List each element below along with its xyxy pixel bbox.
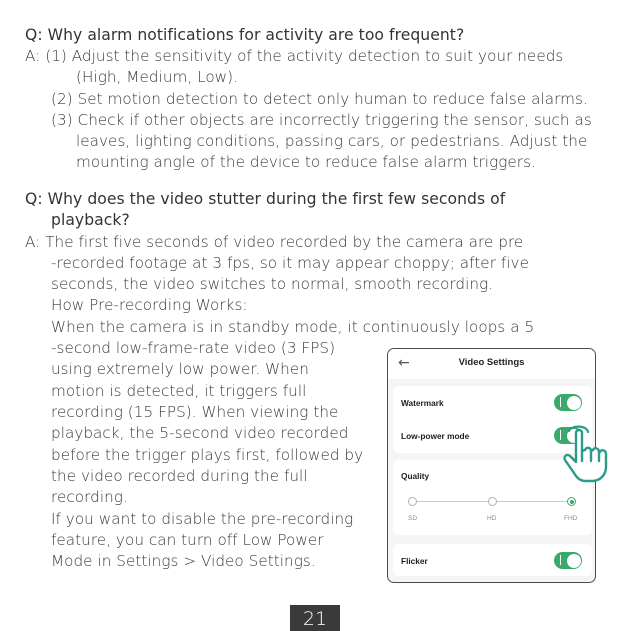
faq2-answer-line: seconds, the video switches to normal, smooth recording. [51,275,494,293]
low-power-label: Low-power mode [401,431,470,441]
faq1-answer-line: (3) Check if other objects are incorrectly triggering the sensor, such as [51,111,592,129]
flicker-toggle[interactable] [554,552,582,569]
flicker-label: Flicker [401,556,428,566]
faq2-answer-line: -second low-frame-rate video (3 FPS) [51,339,336,357]
faq2-answer-line: feature, you can turn off Low Power [51,531,324,549]
faq2-answer-line: When the camera is in standby mode, it continuously loops a 5 [51,318,535,336]
faq2-answer-line: -recorded footage at 3 fps, so it may appear choppy; after five [51,254,529,272]
faq2-question: Q: Why does the video stutter during the first few seconds of [25,190,506,208]
faq2-answer-line: recording. [51,488,128,506]
settings-header [388,349,595,379]
faq1-answer-line: leaves, lighting conditions, passing cars, or pedestrians. Adjust the [76,132,588,150]
quality-label-sd: SD [408,515,418,522]
page-number-box [290,605,340,631]
quality-label-hd: HD [487,515,497,522]
page-number: 21 [302,608,328,630]
faq1-answer-line: mounting angle of the device to reduce false alarm triggers. [76,153,536,171]
quality-label-fhd: FHD [564,515,578,522]
faq2-answer-line: If you want to disable the pre-recording [51,510,354,528]
faq2-question: playback? [51,211,130,229]
faq2-answer-line: recording (15 FPS). When viewing the [51,403,339,421]
settings-group-flicker [393,544,592,576]
quality-label: Quality [401,471,430,481]
faq2-answer-line: before the trigger plays first, followed by [51,446,364,464]
faq1-question: Q: Why alarm notifications for activity are too frequent? [25,26,465,44]
faq2-answer-line: motion is detected, it triggers full [51,382,307,400]
faq1-answer-line: (High, Medium, Low). [76,68,239,86]
faq2-answer-line: playback, the 5-second video recorded [51,424,349,442]
watermark-label: Watermark [401,398,444,408]
faq2-answer-line: the video recorded during the full [51,467,308,485]
watermark-toggle[interactable] [554,394,582,411]
settings-title: Video Settings [458,357,525,368]
faq2-answer-line: A: The first five seconds of video recorded by the camera are pre [25,233,524,251]
tap-hand-icon [558,423,608,483]
back-arrow-icon[interactable]: ← [398,355,410,371]
faq1-answer-line: (2) Set motion detection to detect only human to reduce false alarms. [51,90,588,108]
faq2-answer-line: using extremely low power. When [51,360,309,378]
quality-option-hd[interactable] [488,497,497,506]
faq2-answer-line: How Pre-recording Works: [51,296,248,314]
faq2-answer-line: Mode in Settings > Video Settings. [51,552,316,570]
faq1-answer-line: A: (1) Adjust the sensitivity of the activity detection to suit your needs [25,47,564,65]
quality-option-fhd[interactable] [567,497,576,506]
quality-option-sd[interactable] [408,497,417,506]
